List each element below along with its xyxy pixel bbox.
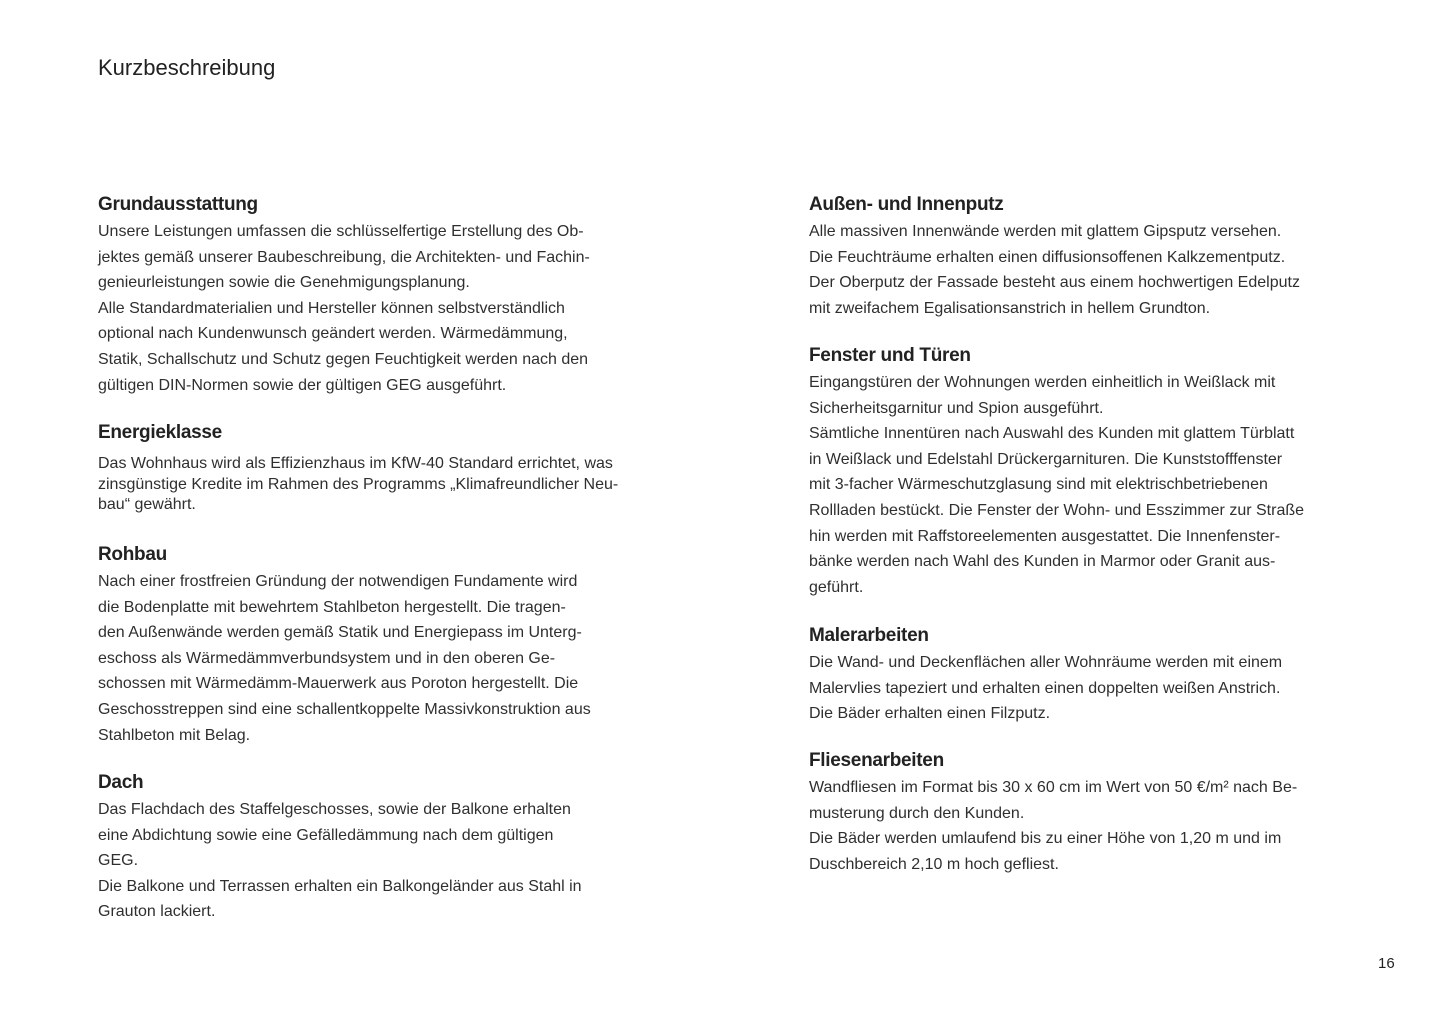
body-text-line: musterung durch den Kunden.	[809, 804, 1025, 822]
section-heading: Rohbau	[98, 544, 167, 565]
body-text-line: jektes gemäß unserer Baubeschreibung, die Architekten- und Fachin-	[98, 248, 590, 266]
section-dach	[98, 771, 678, 925]
body-text-line: optional nach Kundenwunsch geändert werden. Wärmedämmung,	[98, 325, 568, 343]
section-heading: Energieklasse	[98, 422, 222, 443]
body-text-line: bänke werden nach Wahl des Kunden in Marmor oder Granit aus-	[809, 553, 1276, 571]
body-text-line: Alle massiven Innenwände werden mit glattem Gipsputz versehen.	[809, 223, 1282, 240]
body-text-line: mit zweifachem Egalisationsanstrich in hellem Grundton.	[809, 299, 1211, 317]
body-text-line: geführt.	[809, 578, 864, 596]
body-text-line: Unsere Leistungen umfassen die schlüsselfertige Erstellung des Ob-	[98, 223, 584, 240]
body-text-line: Grauton lackiert.	[98, 903, 216, 921]
body-text-line: Das Flachdach des Staffelgeschosses, sowie der Balkone erhalten	[98, 801, 571, 818]
body-text-line: Malervlies tapeziert und erhalten einen doppelten weißen Anstrich.	[809, 679, 1281, 697]
body-text-line: eine Abdichtung sowie eine Gefälledämmung nach dem gültigen	[98, 826, 554, 844]
section-malerarbeiten	[809, 624, 1389, 727]
body-text-line: Rollladen bestückt. Die Fenster der Wohn- und Esszimmer zur Straße	[809, 501, 1305, 519]
body-text-line: mit 3-facher Wärmeschutzglasung sind mit elektrischbetriebenen	[809, 476, 1268, 494]
body-text-line: Eingangstüren der Wohnungen werden einheitlich in Weißlack mit	[809, 374, 1276, 391]
section-grundausstattung	[98, 193, 678, 398]
body-text-line: den Außenwände werden gemäß Statik und Energiepass im Unterg-	[98, 624, 582, 642]
section-heading: Fliesenarbeiten	[809, 750, 944, 771]
page-number: 16	[1378, 955, 1395, 972]
page-title: Kurzbeschreibung	[98, 55, 276, 80]
body-text-line: Die Balkone und Terrassen erhalten ein Balkongeländer aus Stahl in	[98, 877, 582, 895]
body-text-line: Nach einer frostfreien Gründung der notwendigen Fundamente wird	[98, 573, 578, 590]
body-text-line: Wandfliesen im Format bis 30 x 60 cm im Wert von 50 €/m² nach Be-	[809, 779, 1298, 796]
body-text-line: in Weißlack und Edelstahl Drückergarnituren. Die Kunststofffenster	[809, 450, 1283, 468]
section-fliesenarbeiten	[809, 749, 1389, 877]
body-text-line: GEG.	[98, 852, 139, 870]
section-fenster-tueren	[809, 344, 1389, 600]
section-rohbau	[98, 543, 678, 748]
body-text-line: Statik, Schallschutz und Schutz gegen Feuchtigkeit werden nach den	[98, 350, 589, 368]
section-heading: Fenster und Türen	[809, 345, 971, 366]
body-text-line: genieurleistungen sowie die Genehmigungsplanung.	[98, 274, 470, 292]
body-text-line: Das Wohnhaus wird als Effizienzhaus im KfW-40 Standard errichtet, was	[98, 455, 613, 472]
section-heading: Grundausstattung	[98, 194, 258, 215]
body-text-line: Sämtliche Innentüren nach Auswahl des Kunden mit glattem Türblatt	[809, 425, 1295, 443]
section-heading: Dach	[98, 772, 144, 793]
body-text-line: Der Oberputz der Fassade besteht aus einem hochwertigen Edelputz	[809, 274, 1300, 292]
section-heading: Malerarbeiten	[809, 625, 929, 646]
body-text-line: Duschbereich 2,10 m hoch gefliest.	[809, 855, 1059, 873]
section-energieklasse	[98, 421, 678, 516]
section-putz	[809, 193, 1389, 321]
section-heading: Außen- und Innenputz	[809, 194, 1004, 215]
body-text-line: Alle Standardmaterialien und Hersteller können selbstverständlich	[98, 299, 565, 317]
body-text-line: Stahlbeton mit Belag.	[98, 726, 251, 744]
body-text-line: zinsgünstige Kredite im Rahmen des Programms „Klimafreundlicher Neu-	[98, 475, 619, 493]
body-text-line: hin werden mit Raffstoreelementen ausgestattet. Die Innenfenster-	[809, 527, 1281, 545]
body-text-line: Die Bäder werden umlaufend bis zu einer Höhe von 1,20 m und im	[809, 830, 1282, 848]
body-text-line: gültigen DIN-Normen sowie der gültigen GEG ausgeführt.	[98, 376, 507, 394]
body-text-line: Die Wand- und Deckenflächen aller Wohnräume werden mit einem	[809, 654, 1283, 671]
body-text-line: schossen mit Wärmedämm-Mauerwerk aus Poroton hergestellt. Die	[98, 675, 579, 693]
body-text-line: Sicherheitsgarnitur und Spion ausgeführt.	[809, 399, 1104, 417]
body-text-line: bau“ gewährt.	[98, 496, 196, 513]
body-text-line: die Bodenplatte mit bewehrtem Stahlbeton hergestellt. Die tragen-	[98, 598, 566, 616]
body-text-line: Geschosstreppen sind eine schallentkoppelte Massivkonstruktion aus	[98, 700, 591, 718]
body-text-line: Die Bäder erhalten einen Filzputz.	[809, 705, 1051, 723]
body-text-line: Die Feuchträume erhalten einen diffusionsoffenen Kalkzementputz.	[809, 248, 1286, 266]
body-text-line: eschoss als Wärmedämmverbundsystem und in den oberen Ge-	[98, 649, 556, 667]
